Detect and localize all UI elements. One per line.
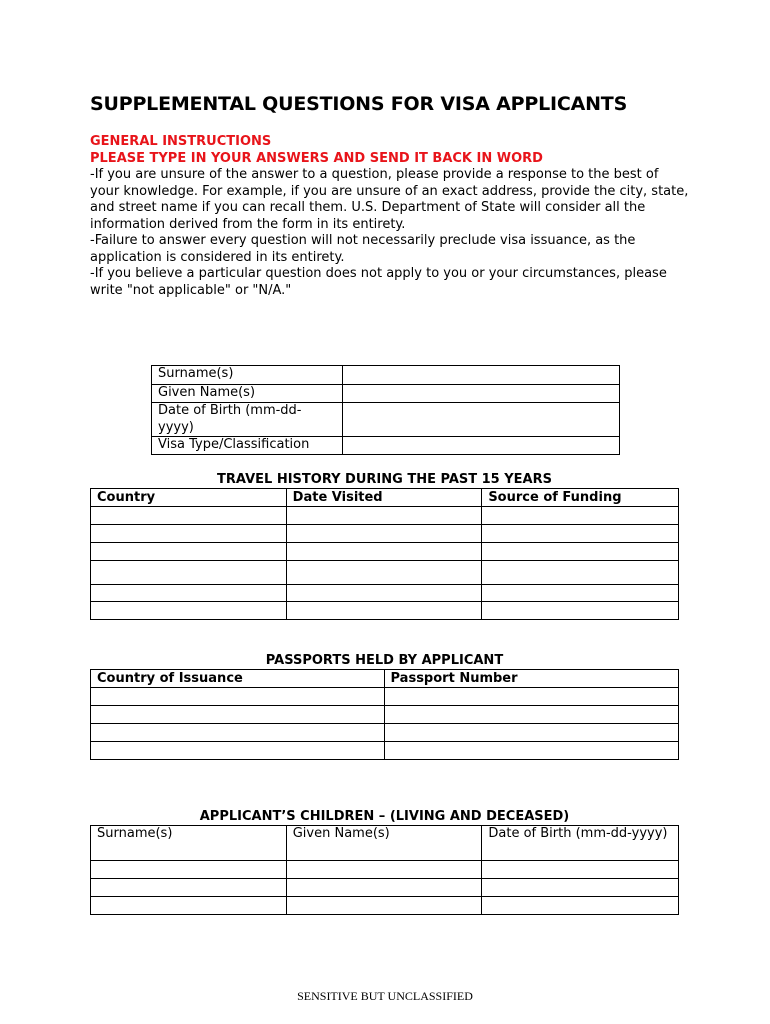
table-cell[interactable] [91,561,287,585]
table-row [91,706,679,724]
instruction-paragraph: -If you are unsure of the answer to a question, please provide a response to the best of your knowledge. For example, if you are unsure of an exact address, provide the city, state, and street name if you can recall them. U.S. Department of State will consider all the information derived from the form in its entirety. [90,167,689,232]
table-cell[interactable] [286,585,482,602]
dob-label: Date of Birth (mm-dd-yyyy) [152,403,343,437]
table-cell[interactable] [482,585,679,602]
table-cell[interactable] [286,879,482,897]
table-cell[interactable] [286,897,482,915]
visa-type-input[interactable] [342,437,619,455]
column-header: Date of Birth (mm-dd-yyyy) [482,826,679,861]
column-header: Country of Issuance [91,670,385,688]
instruction-paragraph: -Failure to answer every question will not necessarily preclude visa issuance, as the application is considered in its entirety. [90,233,636,265]
table-cell[interactable] [482,525,679,543]
column-header: Source of Funding [482,489,679,507]
table-cell[interactable] [384,742,679,760]
column-header: Surname(s) [91,826,287,861]
table-row [91,724,679,742]
table-row [91,561,679,585]
dob-input[interactable] [342,403,619,437]
table-cell[interactable] [384,706,679,724]
table-cell[interactable] [482,561,679,585]
table-cell[interactable] [482,507,679,525]
table-cell[interactable] [482,897,679,915]
table-cell[interactable] [482,861,679,879]
instructions-heading: GENERAL INSTRUCTIONS [90,134,272,149]
page-title: SUPPLEMENTAL QUESTIONS FOR VISA APPLICANTS [90,93,628,115]
column-header: Date Visited [286,489,482,507]
table-row [91,879,679,897]
table-row [91,585,679,602]
table-row [91,861,679,879]
table-cell[interactable] [91,585,287,602]
table-cell[interactable] [91,742,385,760]
applicant-info-table [151,365,620,455]
children-table [90,825,679,915]
travel-history-title: TRAVEL HISTORY DURING THE PAST 15 YEARS [217,472,552,487]
table-row [91,507,679,525]
column-header: Country [91,489,287,507]
children-title: APPLICANT’S CHILDREN – (LIVING AND DECEASED) [199,809,570,824]
table-cell[interactable] [286,602,482,620]
table-cell[interactable] [91,602,287,620]
table-cell[interactable] [384,688,679,706]
table-cell[interactable] [91,861,287,879]
table-row [91,525,679,543]
column-header: Passport Number [384,670,679,688]
table-cell[interactable] [91,525,287,543]
table-cell[interactable] [91,706,385,724]
column-header: Given Name(s) [286,826,482,861]
table-cell[interactable] [286,861,482,879]
classification-footer: SENSITIVE BUT UNCLASSIFIED [297,989,473,1003]
table-cell[interactable] [286,543,482,561]
table-cell[interactable] [286,507,482,525]
surname-label: Surname(s) [152,366,343,385]
table-row [91,688,679,706]
table-cell[interactable] [384,724,679,742]
table-row [91,543,679,561]
table-cell[interactable] [482,879,679,897]
passports-title: PASSPORTS HELD BY APPLICANT [265,653,504,668]
instructions-subheading: PLEASE TYPE IN YOUR ANSWERS AND SEND IT BACK IN WORD [90,151,543,166]
passports-table [90,669,679,760]
table-cell[interactable] [482,602,679,620]
table-row [91,602,679,620]
given-name-label: Given Name(s) [152,385,343,403]
instruction-paragraph: -If you believe a particular question does not apply to you or your circumstances, please write "not applicable" or "N/A." [90,266,667,298]
visa-type-label: Visa Type/Classification [152,437,343,455]
table-cell[interactable] [91,688,385,706]
table-cell[interactable] [286,525,482,543]
table-cell[interactable] [91,897,287,915]
table-cell[interactable] [482,543,679,561]
given-name-input[interactable] [342,385,619,403]
table-cell[interactable] [286,561,482,585]
table-cell[interactable] [91,879,287,897]
table-row [91,742,679,760]
table-cell[interactable] [91,507,287,525]
table-cell[interactable] [91,724,385,742]
table-row [91,897,679,915]
travel-history-table [90,488,679,620]
table-cell[interactable] [91,543,287,561]
surname-input[interactable] [342,366,619,385]
